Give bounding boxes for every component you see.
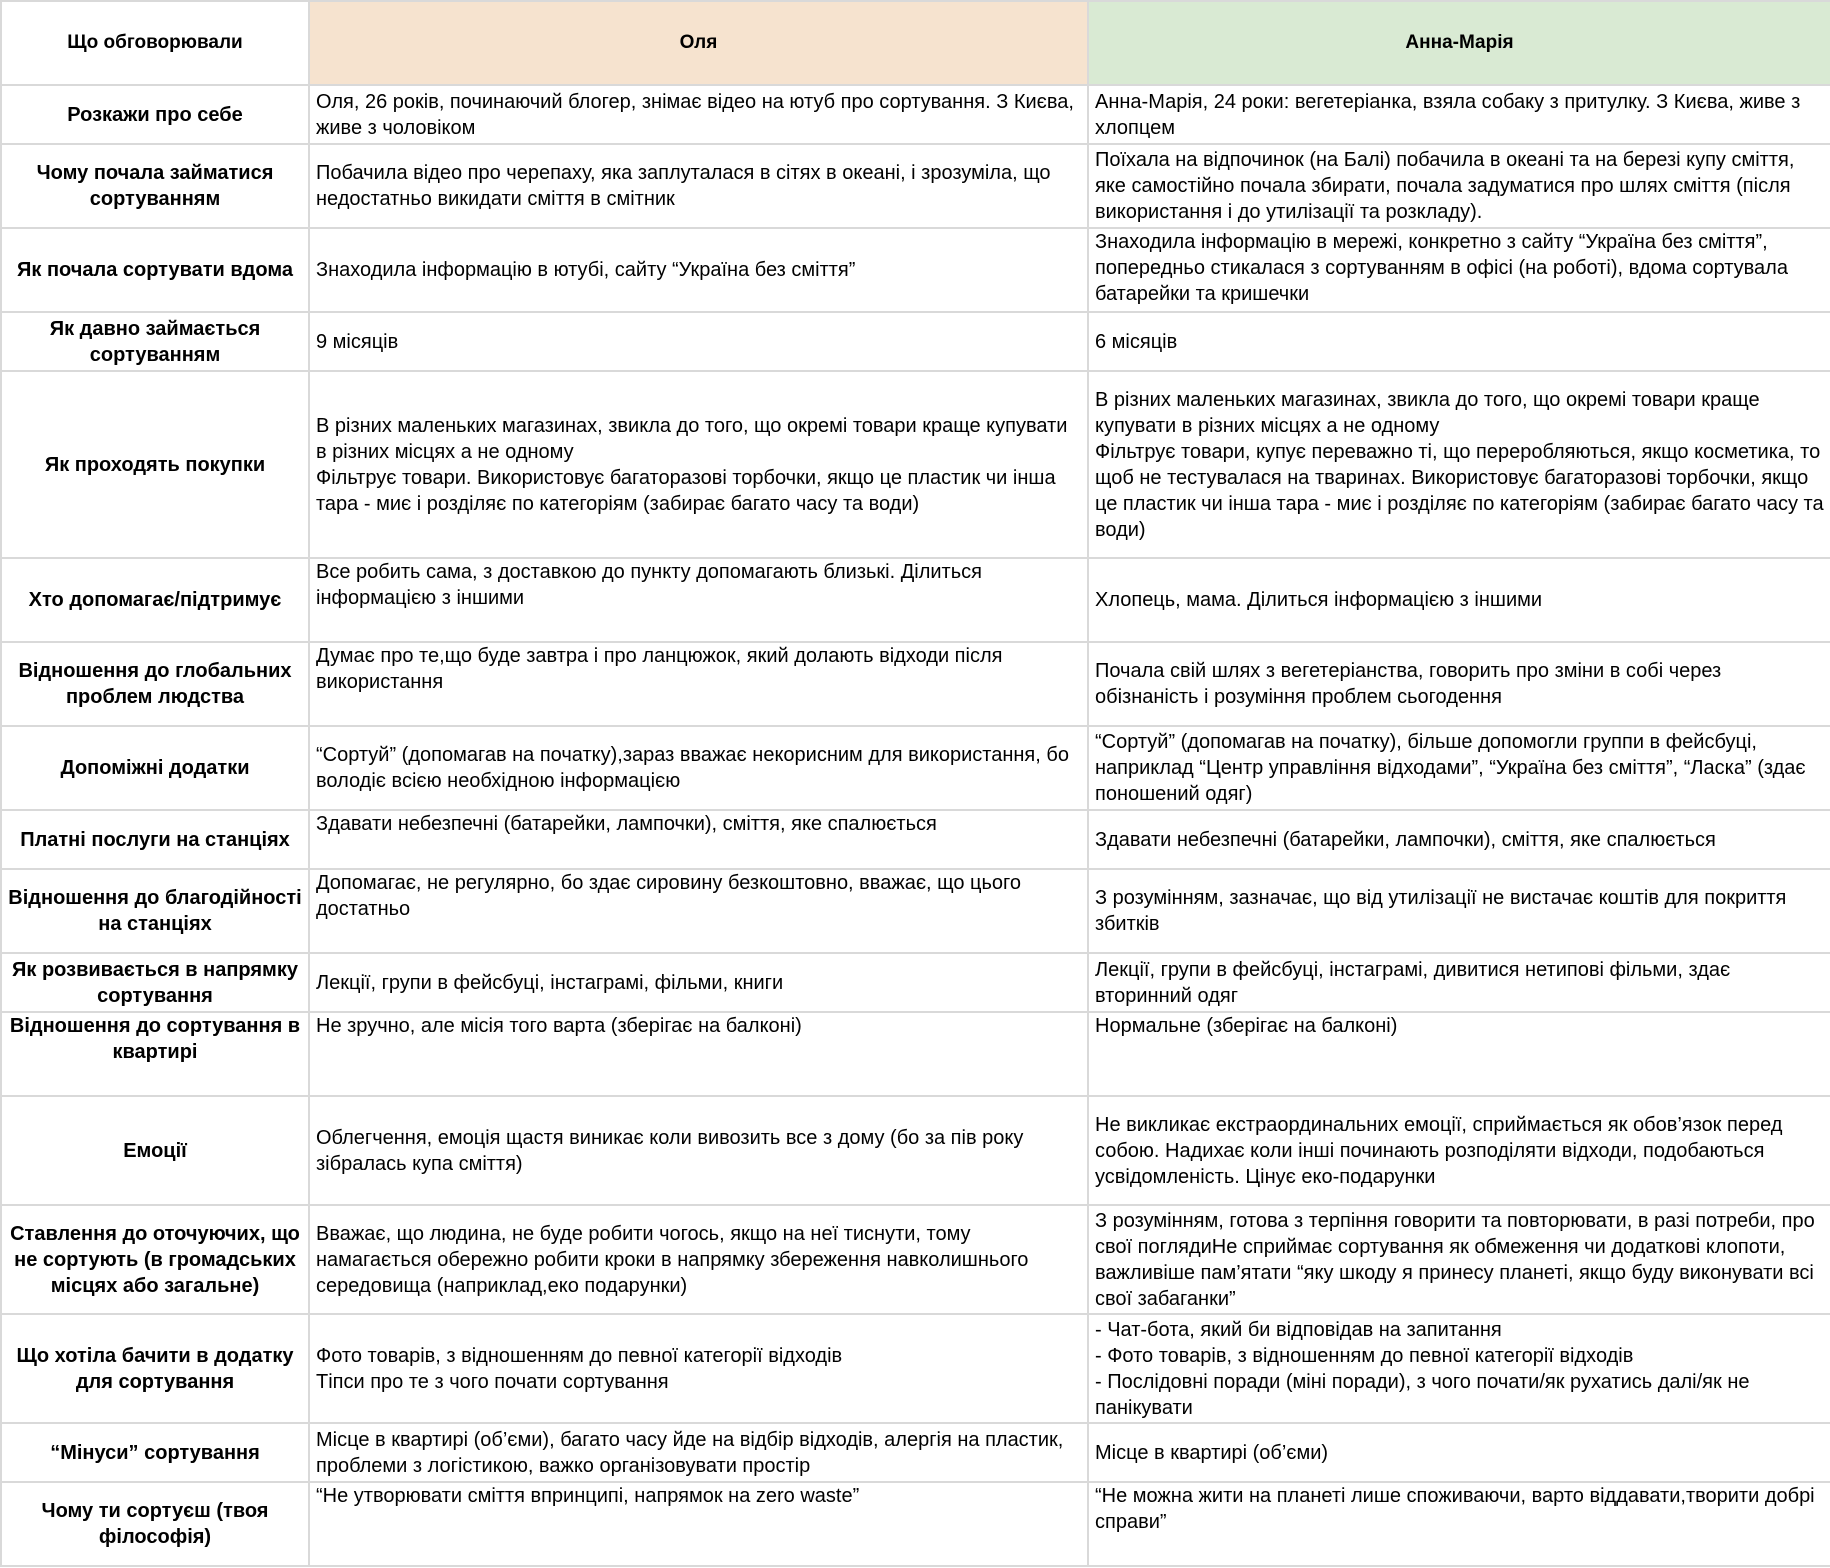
table-row: [1, 1012, 1830, 1096]
topic-cell: Допоміжні додатки: [1, 726, 309, 810]
topic-cell: Відношення до сортування в квартирі: [1, 1012, 309, 1096]
olya-answer-cell: Облегчення, емоція щастя виникає коли вивозить все з дому (бо за пів року зібралась купа сміття): [309, 1096, 1088, 1205]
table-row: [1, 1482, 1830, 1566]
anna-answer-cell: Анна-Марія, 24 роки: вегетеріанка, взяла собаку з притулку. З Києва, живе з хлопцем: [1088, 85, 1830, 144]
olya-answer-cell: Лекції, групи в фейсбуці, інстаграмі, фільми, книги: [309, 953, 1088, 1012]
topic-cell: Як розвивається в напрямку сортування: [1, 953, 309, 1012]
topic-cell: Чому почала займатися сортуванням: [1, 144, 309, 228]
anna-answer-cell: Поїхала на відпочинок (на Балі) побачила в океані та на березі купу сміття, яке самостійно почала збирати, почала задуматися про шлях сміття (після використання і до утилізації та розкладу).: [1088, 144, 1830, 228]
anna-answer-cell: З розумінням, зазначає, що від утилізації не вистачає коштів для покриття збитків: [1088, 869, 1830, 953]
anna-answer-cell: 6 місяців: [1088, 312, 1830, 371]
table-row: [1, 810, 1830, 869]
olya-answer-cell: Фото товарів, з відношенням до певної категорії відходів Тіпси про те з чого почати сортування: [309, 1314, 1088, 1423]
topic-cell: Що хотіла бачити в додатку для сортування: [1, 1314, 309, 1423]
header-anna: Анна-Марія: [1088, 1, 1830, 85]
table-row: [1, 1205, 1830, 1314]
topic-cell: Чому ти сортуєш (твоя філософія): [1, 1482, 309, 1566]
topic-cell: Як проходять покупки: [1, 371, 309, 558]
olya-answer-cell: Не зручно, але місія того варта (зберігає на балконі): [309, 1012, 1088, 1096]
table-row: [1, 144, 1830, 228]
olya-answer-cell: Оля, 26 років, починаючий блогер, знімає відео на ютуб про сортування. З Києва, живе з чоловіком: [309, 85, 1088, 144]
topic-cell: Емоції: [1, 1096, 309, 1205]
header-row: [1, 1, 1830, 85]
topic-cell: Як почала сортувати вдома: [1, 228, 309, 312]
anna-answer-cell: Знаходила інформацію в мережі, конкретно з сайту “Україна без сміття”, попередньо стикалася з сортуванням в офісі (на роботі), вдома сортувала батарейки та кришечки: [1088, 228, 1830, 312]
topic-cell: Платні послуги на станціях: [1, 810, 309, 869]
table-row: [1, 312, 1830, 371]
table-row: [1, 558, 1830, 642]
table-row: [1, 371, 1830, 558]
olya-answer-cell: Побачила відео про черепаху, яка заплуталася в сітях в океані, і зрозуміла, що недостатньо викидати сміття в смітник: [309, 144, 1088, 228]
olya-answer-cell: Місце в квартирі (об’єми), багато часу йде на відбір відходів, алергія на пластик, проблеми з логістикою, важко організовувати простір: [309, 1423, 1088, 1482]
anna-answer-cell: “Сортуй” (допомагав на початку), більше допомогли группи в фейсбуці, наприклад “Центр управління відходами”, “Україна без сміття”, “Ласка” (здає поношений одяг): [1088, 726, 1830, 810]
anna-answer-cell: В різних маленьких магазинах, звикла до того, що окремі товари краще купувати в різних місцях а не одному Фільтрує товари, купує переважно ті, що переробляються, якщо косметика, то щоб не тестувалася на тваринах. Використовує багаторазові торбочки, якщо це пластик чи інша тара - миє і розділяє по категоріям (забирає багато часу та води): [1088, 371, 1830, 558]
table-row: [1, 869, 1830, 953]
olya-answer-cell: Знаходила інформацію в ютубі, сайту “Україна без сміття”: [309, 228, 1088, 312]
olya-answer-cell: Думає про те,що буде завтра і про ланцюжок, який долають відходи після використання: [309, 642, 1088, 726]
topic-cell: Розкажи про себе: [1, 85, 309, 144]
table-row: [1, 1314, 1830, 1423]
topic-cell: Хто допомагає/підтримує: [1, 558, 309, 642]
anna-answer-cell: - Чат-бота, який би відповідав на запитання - Фото товарів, з відношенням до певної категорії відходів - Послідовні поради (міні поради), з чого почати/як рухатись далі/як не панікувати: [1088, 1314, 1830, 1423]
olya-answer-cell: Здавати небезпечні (батарейки, лампочки), сміття, яке спалюється: [309, 810, 1088, 869]
table-row: [1, 1096, 1830, 1205]
table-row: [1, 85, 1830, 144]
header-topic: Що обговорювали: [1, 1, 309, 85]
anna-answer-cell: Нормальне (зберігає на балконі): [1088, 1012, 1830, 1096]
olya-answer-cell: 9 місяців: [309, 312, 1088, 371]
topic-cell: Відношення до глобальних проблем людства: [1, 642, 309, 726]
table-row: [1, 726, 1830, 810]
anna-answer-cell: Почала свій шлях з вегетеріанства, говорить про зміни в собі через обізнаність і розуміння проблем сьогодення: [1088, 642, 1830, 726]
table-row: [1, 642, 1830, 726]
table-row: [1, 1423, 1830, 1482]
anna-answer-cell: Місце в квартирі (об’єми): [1088, 1423, 1830, 1482]
olya-answer-cell: Допомагає, не регулярно, бо здає сировину безкоштовно, вважає, що цього достатньо: [309, 869, 1088, 953]
anna-answer-cell: Не викликає екстраординальних емоції, сприймається як обов’язок перед собою. Надихає коли інші починають розподіляти відходи, подобаються усвідомленість. Цінує еко-подарунки: [1088, 1096, 1830, 1205]
olya-answer-cell: В різних маленьких магазинах, звикла до того, що окремі товари краще купувати в різних місцях а не одному Фільтрує товари. Використовує багаторазові торбочки, якщо це пластик чи інша тара - миє і розділяє по категоріям (забирає багато часу та води): [309, 371, 1088, 558]
header-olya: Оля: [309, 1, 1088, 85]
table-row: [1, 228, 1830, 312]
topic-cell: Відношення до благодійності на станціях: [1, 869, 309, 953]
table-row: [1, 953, 1830, 1012]
topic-cell: “Мінуси” сортування: [1, 1423, 309, 1482]
topic-cell: Як давно займається сортуванням: [1, 312, 309, 371]
olya-answer-cell: “Сортуй” (допомагав на початку),зараз вважає некорисним для використання, бо володіє всією необхідною інформацією: [309, 726, 1088, 810]
olya-answer-cell: Вважає, що людина, не буде робити чогось, якщо на неї тиснути, тому намагається обережно робити кроки в напрямку збереження навколишнього середовища (наприклад,еко подарунки): [309, 1205, 1088, 1314]
olya-answer-cell: Все робить сама, з доставкою до пункту допомагають близькі. Ділиться інформацією з іншими: [309, 558, 1088, 642]
olya-answer-cell: “Не утворювати сміття впринципі, напрямок на zero waste”: [309, 1482, 1088, 1566]
anna-answer-cell: З розумінням, готова з терпіння говорити та повторювати, в разі потреби, про свої поглядиНе сприймає сортування як обмеження чи додаткові клопоти, важливіше пам’ятати “яку шкоду я принесу планеті, якщо буду виконувати всі свої забаганки”: [1088, 1205, 1830, 1314]
topic-cell: Ставлення до оточуючих, що не сортують (в громадських місцях або загальне): [1, 1205, 309, 1314]
anna-answer-cell: “Не можна жити на планеті лише споживаючи, варто віддавати,творити добрі справи”: [1088, 1482, 1830, 1566]
anna-answer-cell: Хлопець, мама. Ділиться інформацією з іншими: [1088, 558, 1830, 642]
anna-answer-cell: Здавати небезпечні (батарейки, лампочки), сміття, яке спалюється: [1088, 810, 1830, 869]
anna-answer-cell: Лекції, групи в фейсбуці, інстаграмі, дивитися нетипові фільми, здає вторинний одяг: [1088, 953, 1830, 1012]
